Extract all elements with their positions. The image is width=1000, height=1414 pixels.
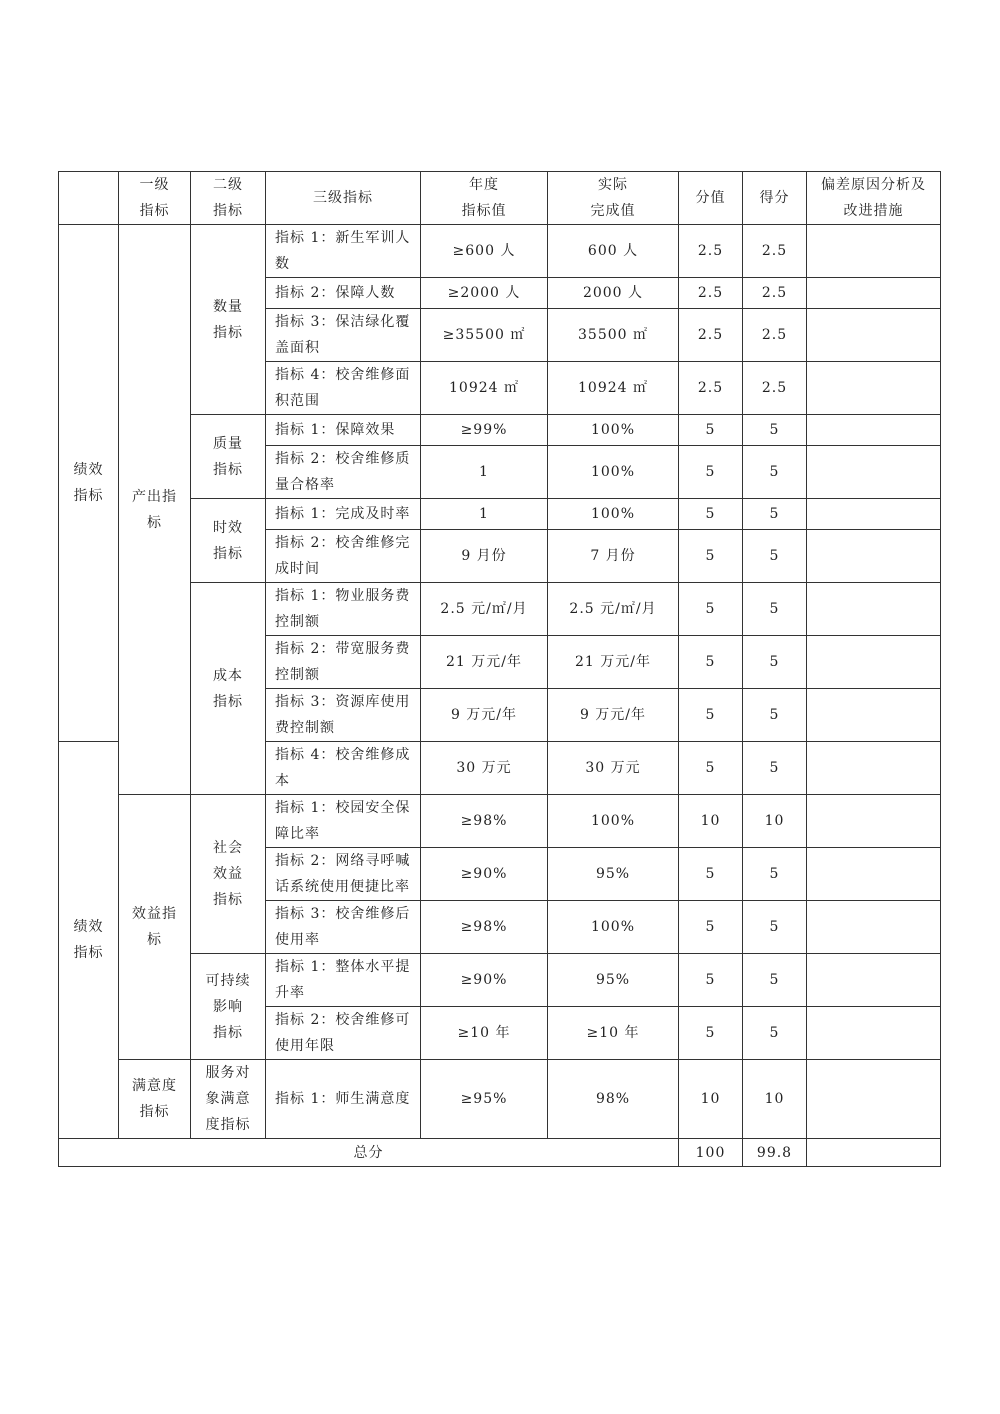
indicator-cell: 指标 1：保障效果 bbox=[266, 415, 421, 446]
table-row bbox=[59, 795, 941, 848]
header-score: 得分 bbox=[743, 172, 807, 225]
actual-cell: 100% bbox=[548, 499, 679, 530]
target-cell: ≥2000 人 bbox=[421, 278, 548, 309]
table-row bbox=[59, 1060, 941, 1139]
group-timeliness: 时效 指标 bbox=[191, 499, 266, 583]
actual-cell: 95% bbox=[548, 848, 679, 901]
target-cell: ≥95% bbox=[421, 1060, 548, 1139]
total-label: 总分 bbox=[59, 1139, 679, 1167]
weight-cell: 5 bbox=[679, 415, 743, 446]
group-benefit: 效益指 标 bbox=[119, 795, 191, 1060]
note-cell bbox=[807, 1007, 941, 1060]
note-cell bbox=[807, 901, 941, 954]
note-cell bbox=[807, 225, 941, 278]
score-cell: 5 bbox=[743, 530, 807, 583]
note-cell bbox=[807, 689, 941, 742]
weight-cell: 2.5 bbox=[679, 278, 743, 309]
note-cell bbox=[807, 848, 941, 901]
table-row bbox=[59, 225, 941, 278]
weight-cell: 5 bbox=[679, 742, 743, 795]
indicator-cell: 指标 2：校舍维修可 使用年限 bbox=[266, 1007, 421, 1060]
weight-cell: 5 bbox=[679, 954, 743, 1007]
indicator-cell: 指标 3：校舍维修后 使用率 bbox=[266, 901, 421, 954]
score-cell: 2.5 bbox=[743, 225, 807, 278]
weight-cell: 5 bbox=[679, 636, 743, 689]
target-cell: 2.5 元/㎡/月 bbox=[421, 583, 548, 636]
score-cell: 5 bbox=[743, 689, 807, 742]
group-quantity: 数量 指标 bbox=[191, 225, 266, 415]
weight-cell: 2.5 bbox=[679, 225, 743, 278]
target-cell: 1 bbox=[421, 446, 548, 499]
note-cell bbox=[807, 415, 941, 446]
target-cell: 10924 ㎡ bbox=[421, 362, 548, 415]
actual-cell: 95% bbox=[548, 954, 679, 1007]
actual-cell: 7 月份 bbox=[548, 530, 679, 583]
target-cell: ≥600 人 bbox=[421, 225, 548, 278]
header-target: 年度 指标值 bbox=[421, 172, 548, 225]
group-social: 社会 效益 指标 bbox=[191, 795, 266, 954]
score-cell: 5 bbox=[743, 583, 807, 636]
score-cell: 5 bbox=[743, 848, 807, 901]
indicator-cell: 指标 2：校舍维修质 量合格率 bbox=[266, 446, 421, 499]
actual-cell: 2.5 元/㎡/月 bbox=[548, 583, 679, 636]
indicator-cell: 指标 1：校园安全保 障比率 bbox=[266, 795, 421, 848]
actual-cell: 100% bbox=[548, 415, 679, 446]
header-row bbox=[59, 172, 941, 225]
actual-cell: 100% bbox=[548, 795, 679, 848]
total-weight: 100 bbox=[679, 1139, 743, 1167]
total-row bbox=[59, 1139, 941, 1167]
actual-cell: ≥10 年 bbox=[548, 1007, 679, 1060]
weight-cell: 5 bbox=[679, 689, 743, 742]
actual-cell: 21 万元/年 bbox=[548, 636, 679, 689]
indicator-cell: 指标 3：保洁绿化覆 盖面积 bbox=[266, 309, 421, 362]
header-blank bbox=[59, 172, 119, 225]
target-cell: ≥10 年 bbox=[421, 1007, 548, 1060]
actual-cell: 100% bbox=[548, 901, 679, 954]
indicator-cell: 指标 1：师生满意度 bbox=[266, 1060, 421, 1139]
note-cell bbox=[807, 499, 941, 530]
actual-cell: 600 人 bbox=[548, 225, 679, 278]
note-cell bbox=[807, 1060, 941, 1139]
score-cell: 5 bbox=[743, 954, 807, 1007]
indicator-cell: 指标 4：校舍维修面 积范围 bbox=[266, 362, 421, 415]
header-level3: 三级指标 bbox=[266, 172, 421, 225]
target-cell: ≥98% bbox=[421, 795, 548, 848]
header-weight: 分值 bbox=[679, 172, 743, 225]
group-sustain: 可持续 影响 指标 bbox=[191, 954, 266, 1060]
note-cell bbox=[807, 742, 941, 795]
note-cell bbox=[807, 446, 941, 499]
weight-cell: 5 bbox=[679, 530, 743, 583]
score-cell: 5 bbox=[743, 499, 807, 530]
table-row bbox=[59, 415, 941, 446]
header-level1: 一级 指标 bbox=[119, 172, 191, 225]
actual-cell: 100% bbox=[548, 446, 679, 499]
group-perf-bottom: 绩效 指标 bbox=[59, 742, 119, 1139]
weight-cell: 5 bbox=[679, 583, 743, 636]
score-cell: 2.5 bbox=[743, 362, 807, 415]
indicator-cell: 指标 1：整体水平提 升率 bbox=[266, 954, 421, 1007]
note-cell bbox=[807, 530, 941, 583]
target-cell: 30 万元 bbox=[421, 742, 548, 795]
note-cell bbox=[807, 795, 941, 848]
actual-cell: 2000 人 bbox=[548, 278, 679, 309]
indicator-cell: 指标 2：校舍维修完 成时间 bbox=[266, 530, 421, 583]
target-cell: ≥99% bbox=[421, 415, 548, 446]
group-perf-top: 绩效 指标 bbox=[59, 225, 119, 742]
actual-cell: 10924 ㎡ bbox=[548, 362, 679, 415]
target-cell: 1 bbox=[421, 499, 548, 530]
indicator-cell: 指标 2：带宽服务费 控制额 bbox=[266, 636, 421, 689]
weight-cell: 5 bbox=[679, 848, 743, 901]
total-note bbox=[807, 1139, 941, 1167]
actual-cell: 30 万元 bbox=[548, 742, 679, 795]
score-cell: 2.5 bbox=[743, 278, 807, 309]
group-service: 服务对 象满意 度指标 bbox=[191, 1060, 266, 1139]
note-cell bbox=[807, 954, 941, 1007]
indicator-cell: 指标 1：物业服务费 控制额 bbox=[266, 583, 421, 636]
indicator-cell: 指标 3：资源库使用 费控制额 bbox=[266, 689, 421, 742]
note-cell bbox=[807, 362, 941, 415]
score-cell: 5 bbox=[743, 636, 807, 689]
target-cell: 9 月份 bbox=[421, 530, 548, 583]
actual-cell: 35500 ㎡ bbox=[548, 309, 679, 362]
target-cell: ≥98% bbox=[421, 901, 548, 954]
note-cell bbox=[807, 583, 941, 636]
score-cell: 5 bbox=[743, 1007, 807, 1060]
score-cell: 5 bbox=[743, 415, 807, 446]
score-cell: 5 bbox=[743, 446, 807, 499]
indicator-cell: 指标 1：完成及时率 bbox=[266, 499, 421, 530]
indicator-cell: 指标 2：保障人数 bbox=[266, 278, 421, 309]
indicator-cell: 指标 1：新生军训人 数 bbox=[266, 225, 421, 278]
score-cell: 10 bbox=[743, 795, 807, 848]
group-cost: 成本 指标 bbox=[191, 583, 266, 795]
weight-cell: 5 bbox=[679, 446, 743, 499]
target-cell: ≥90% bbox=[421, 848, 548, 901]
group-output: 产出指 标 bbox=[119, 225, 191, 795]
indicator-cell: 指标 4：校舍维修成 本 bbox=[266, 742, 421, 795]
table-row bbox=[59, 954, 941, 1007]
target-cell: ≥90% bbox=[421, 954, 548, 1007]
note-cell bbox=[807, 278, 941, 309]
note-cell bbox=[807, 636, 941, 689]
group-quality: 质量 指标 bbox=[191, 415, 266, 499]
actual-cell: 98% bbox=[548, 1060, 679, 1139]
target-cell: 9 万元/年 bbox=[421, 689, 548, 742]
weight-cell: 5 bbox=[679, 901, 743, 954]
weight-cell: 5 bbox=[679, 499, 743, 530]
note-cell bbox=[807, 309, 941, 362]
table-row bbox=[59, 499, 941, 530]
indicator-cell: 指标 2：网络寻呼喊 话系统使用便捷比率 bbox=[266, 848, 421, 901]
target-cell: ≥35500 ㎡ bbox=[421, 309, 548, 362]
score-cell: 2.5 bbox=[743, 309, 807, 362]
weight-cell: 5 bbox=[679, 1007, 743, 1060]
score-cell: 5 bbox=[743, 742, 807, 795]
score-cell: 5 bbox=[743, 901, 807, 954]
header-level2: 二级 指标 bbox=[191, 172, 266, 225]
target-cell: 21 万元/年 bbox=[421, 636, 548, 689]
table-row bbox=[59, 583, 941, 636]
score-cell: 10 bbox=[743, 1060, 807, 1139]
weight-cell: 2.5 bbox=[679, 362, 743, 415]
total-score: 99.8 bbox=[743, 1139, 807, 1167]
header-analysis: 偏差原因分析及 改进措施 bbox=[807, 172, 941, 225]
actual-cell: 9 万元/年 bbox=[548, 689, 679, 742]
header-actual: 实际 完成值 bbox=[548, 172, 679, 225]
weight-cell: 2.5 bbox=[679, 309, 743, 362]
weight-cell: 10 bbox=[679, 1060, 743, 1139]
performance-table bbox=[58, 171, 941, 1167]
group-satisfaction: 满意度 指标 bbox=[119, 1060, 191, 1139]
weight-cell: 10 bbox=[679, 795, 743, 848]
